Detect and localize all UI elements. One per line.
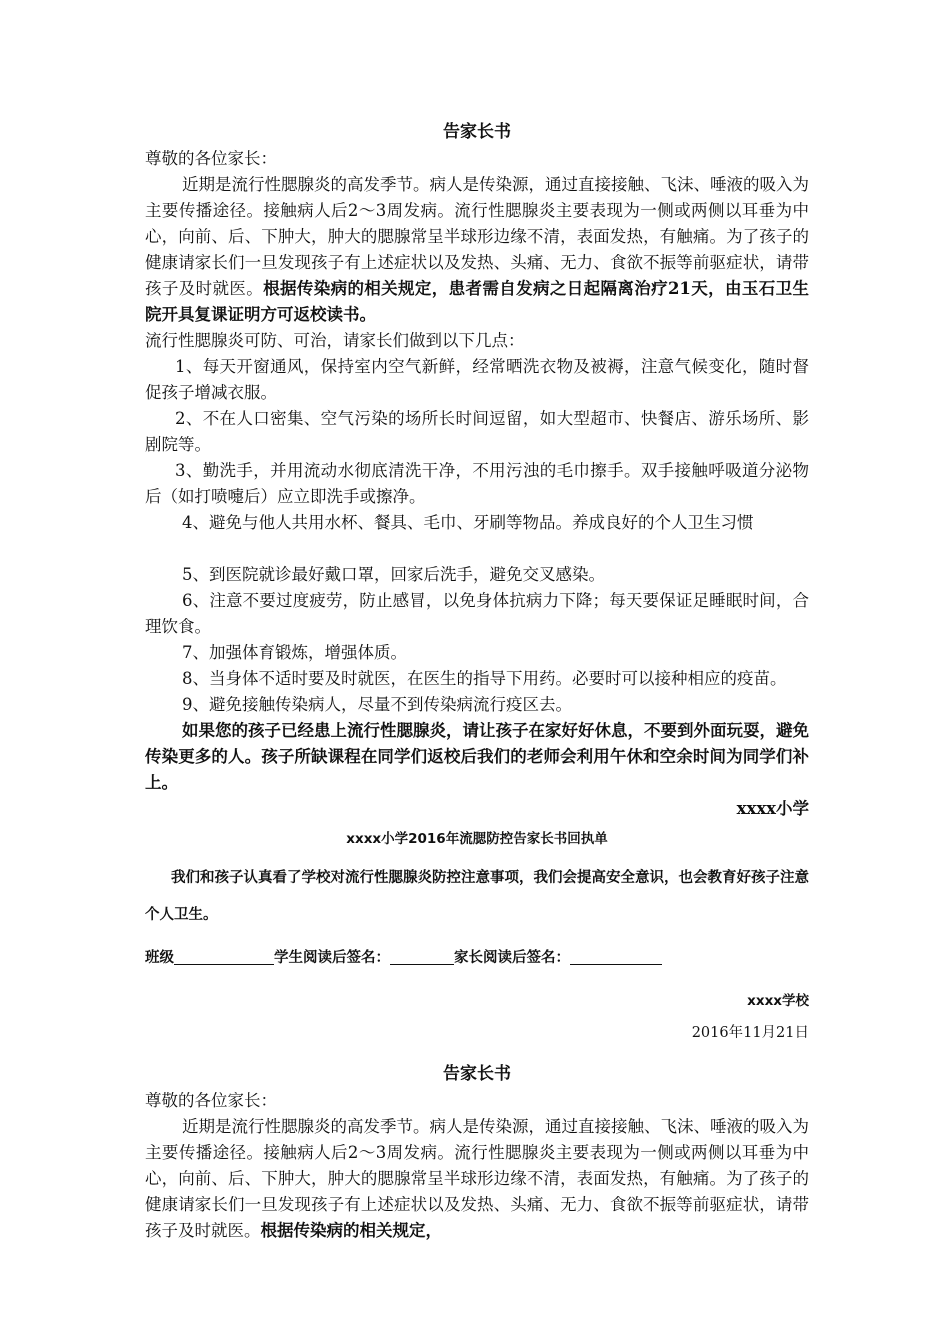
lead-text: 流行性腮腺炎可防、可治，请家长们做到以下几点： <box>145 331 525 350</box>
student-sign-blank[interactable] <box>390 949 454 965</box>
receipt-title: xxxx小学2016年流腮防控告家长书回执单 <box>346 831 608 847</box>
receipt-date: 2016年11月21日 <box>691 1025 809 1041</box>
list-item: 7、加强体育锻炼，增强体质。 <box>182 643 407 662</box>
list-item: 1、每天开窗通风，保持室内空气新鲜，经常晒洗衣物及被褥，注意气候变化，随时督促孩子增减衣服。 <box>145 357 809 402</box>
salutation-2: 尊敬的各位家长： <box>145 1091 277 1110</box>
blank-line <box>145 536 809 562</box>
student-sign-label: 学生阅读后签名： <box>274 950 390 966</box>
closing-paragraph: 如果您的孩子已经患上流行性腮腺炎，请让孩子在家好好休息，不要到外面玩耍，避免传染更多的人。孩子所缺课程在同学们返校后我们的老师会利用午休和空余时间为同学们补上。 <box>145 721 809 792</box>
intro-text: 近期是流行性腮腺炎的高发季节。病人是传染源，通过直接接触、飞沫、唾液的吸入为主要传播途径。接触病人后2～3周发病。流行性腮腺炎主要表现为一侧或两侧以耳垂为中心，向前、后、下肿大，肿大的腮腺常呈半球形边缘不清，表面发热，有触痛。为了孩子的健康请家长们一旦发现孩子有上述症状以及发热、头痛、无力、食欲不振等前驱症状，请带孩子及时就医。 <box>145 175 809 298</box>
list-item: 4、避免与他人共用水杯、餐具、毛巾、牙刷等物品。养成良好的个人卫生习惯 <box>182 513 754 532</box>
list-item: 8、当身体不适时要及时就医，在医生的指导下用药。必要时可以接种相应的疫苗。 <box>182 669 787 688</box>
list-item: 2、不在人口密集、空气污染的场所长时间逗留，如大型超市、快餐店、游乐场所、影剧院等。 <box>145 409 809 454</box>
intro-text-2: 近期是流行性腮腺炎的高发季节。病人是传染源，通过直接接触、飞沫、唾液的吸入为主要传播途径。接触病人后2～3周发病。流行性腮腺炎主要表现为一侧或两侧以耳垂为中心，向前、后、下肿大，肿大的腮腺常呈半球形边缘不清，表面发热，有触痛。为了孩子的健康请家长们一旦发现孩子有上述症状以及发热、头痛、无力、食欲不振等前驱症状，请带孩子及时就医。 <box>145 1117 809 1240</box>
list-item: 9、避免接触传染病人，尽量不到传染病流行疫区去。 <box>182 695 572 714</box>
receipt-body: 我们和孩子认真看了学校对流行性腮腺炎防控注意事项，我们会提高安全意识，也会教育好孩子注意个人卫生。 <box>145 870 809 923</box>
intro-rule-text: 根据传染病的相关规定，患者需自发病之日起隔离治疗21天，由玉石卫生院开具复课证明方可返校读书。 <box>145 279 810 324</box>
signature-line <box>145 946 809 967</box>
intro-rule-text-2: 根据传染病的相关规定， <box>260 1221 442 1240</box>
letter-title: 告家长书 <box>443 122 511 142</box>
class-label: 班级 <box>145 950 174 966</box>
document-page <box>145 118 809 1244</box>
letter2-title: 告家长书 <box>443 1064 511 1084</box>
parent-sign-blank[interactable] <box>570 949 662 965</box>
list-item: 6、注意不要过度疲劳，防止感冒，以免身体抗病力下降；每天要保证足睡眠时间，合理饮食。 <box>145 591 809 636</box>
list-item: 3、勤洗手，并用流动水彻底清洗干净，不用污浊的毛巾擦手。双手接触呼吸道分泌物后（如打喷嚏后）应立即洗手或擦净。 <box>145 461 809 506</box>
salutation: 尊敬的各位家长： <box>145 149 277 168</box>
intro-paragraph <box>145 172 809 328</box>
parent-sign-label: 家长阅读后签名： <box>454 950 570 966</box>
letter-signature: xxxx小学 <box>736 799 809 818</box>
intro-paragraph-2 <box>145 1114 809 1244</box>
list-item: 5、到医院就诊最好戴口罩，回家后洗手，避免交叉感染。 <box>182 565 605 584</box>
class-blank[interactable] <box>174 949 274 965</box>
receipt-school: xxxx学校 <box>747 993 809 1009</box>
